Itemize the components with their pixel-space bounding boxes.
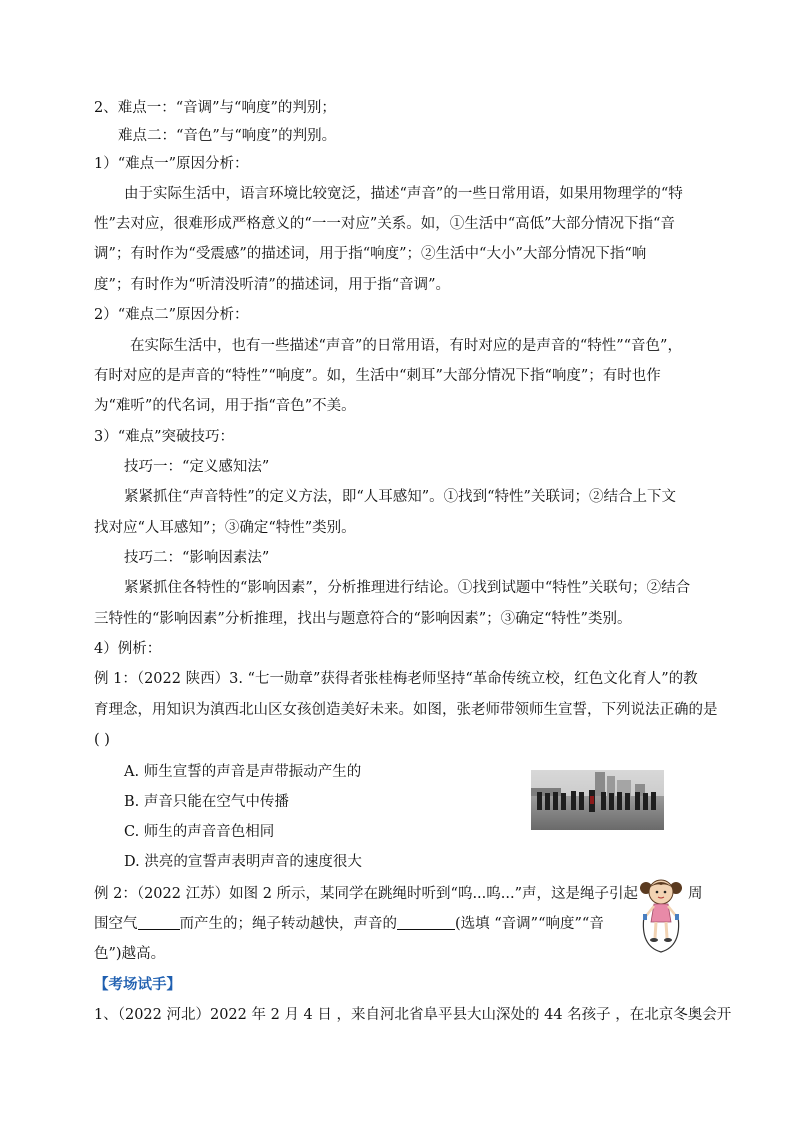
subheading-1: 1）“难点一”原因分析： — [94, 156, 249, 172]
answer-blank-1[interactable] — [138, 915, 180, 930]
example-2-text: 而产生的；绳子转动越快，声音的 — [179, 916, 397, 932]
paragraph-line: 由于实际生活中，语言环境比较宽泛，描述“声音”的一些日常用语，如果用物理学的“特 — [124, 186, 683, 202]
example-2-stem-end: 周 — [688, 886, 703, 902]
example-2-stem: 例 2：（2022 江苏）如图 2 所示，某同学在跳绳时听到“呜...呜...”声，这是绳子引起 — [94, 886, 639, 902]
example-2-fill-line — [94, 914, 604, 934]
option-b: B. 声音只能在空气中传播 — [124, 794, 289, 810]
paragraph-line: 在实际生活中，也有一些描述“声音”的日常用语，有时对应的是声音的“特性”“音色”， — [130, 338, 682, 354]
example-2-stem: 色”)越高。 — [94, 946, 166, 962]
paragraph-line: 为“难听”的代名词，用于指“音色”不美。 — [94, 398, 356, 414]
question-1-stem: 1、（2022 河北）2022 年 2 月 4 日 ，来自河北省阜平县大山深处的 44 名孩子 ，在北京冬奥会开 — [94, 1007, 732, 1023]
paragraph-line: 紧紧抓住各特性的“影响因素”，分析推理进行结论。①找到试题中“特性”关联句；②结合 — [124, 580, 691, 596]
answer-blank-2[interactable] — [397, 915, 455, 930]
section-heading: 【考场试手】 — [94, 976, 181, 993]
oath-ceremony-photo — [531, 770, 664, 830]
subheading-2: 2）“难点二”原因分析： — [94, 307, 249, 323]
difficulty-two: 难点二：“音色”与“响度”的判别。 — [118, 128, 337, 144]
answer-brackets: ( ) — [94, 732, 110, 748]
example-1-stem: 育理念，用知识为滇西北山区女孩创造美好未来。如图，张老师带领师生宣誓，下列说法正确的是 — [94, 702, 718, 718]
subheading-4: 4）例析： — [94, 641, 162, 657]
paragraph-line: 三特性的“影响因素”分析推理，找出与题意符合的“影响因素”；③确定“特性”类别。 — [94, 611, 632, 627]
technique-two: 技巧二：“影响因素法” — [124, 550, 270, 566]
option-a: A. 师生宣誓的声音是声带振动产生的 — [124, 764, 362, 780]
rope-skipping-girl-illustration — [638, 876, 684, 954]
technique-one: 技巧一：“定义感知法” — [124, 459, 270, 475]
example-2-text: (选填 “音调”“响度”“音 — [455, 916, 604, 932]
example-1-stem: 例 1：（2022 陕西）3. “七一勋章”获得者张桂梅老师坚持“革命传统立校，红色文化育人”的教 — [94, 671, 698, 687]
example-2-text: 围空气 — [94, 916, 138, 932]
option-d: D. 洪亮的宣誓声表明声音的速度很大 — [124, 854, 362, 870]
paragraph-line: 找对应“人耳感知”；③确定“特性”类别。 — [94, 520, 356, 536]
paragraph-line: 紧紧抓住“声音特性”的定义方法，即“人耳感知”。①找到“特性”关联词；②结合上下文 — [124, 489, 676, 505]
difficulty-heading: 2、难点一：“音调”与“响度”的判别； — [94, 100, 336, 116]
option-c: C. 师生的声音音色相同 — [124, 824, 275, 840]
subheading-3: 3）“难点”突破技巧： — [94, 429, 235, 445]
paragraph-line: 度”；有时作为“听清没听清”的描述词，用于指“音调”。 — [94, 277, 451, 293]
paragraph-line: 性”去对应，很难形成严格意义的“一一对应”关系。如，①生活中“高低”大部分情况下指“音 — [94, 216, 675, 232]
paragraph-line: 调”；有时作为“受震感”的描述词，用于指“响度”；②生活中“大小”大部分情况下指“响 — [94, 246, 647, 262]
paragraph-line: 有时对应的是声音的“特性”“响度”。如，生活中“刺耳”大部分情况下指“响度”；有时也作 — [94, 368, 661, 384]
